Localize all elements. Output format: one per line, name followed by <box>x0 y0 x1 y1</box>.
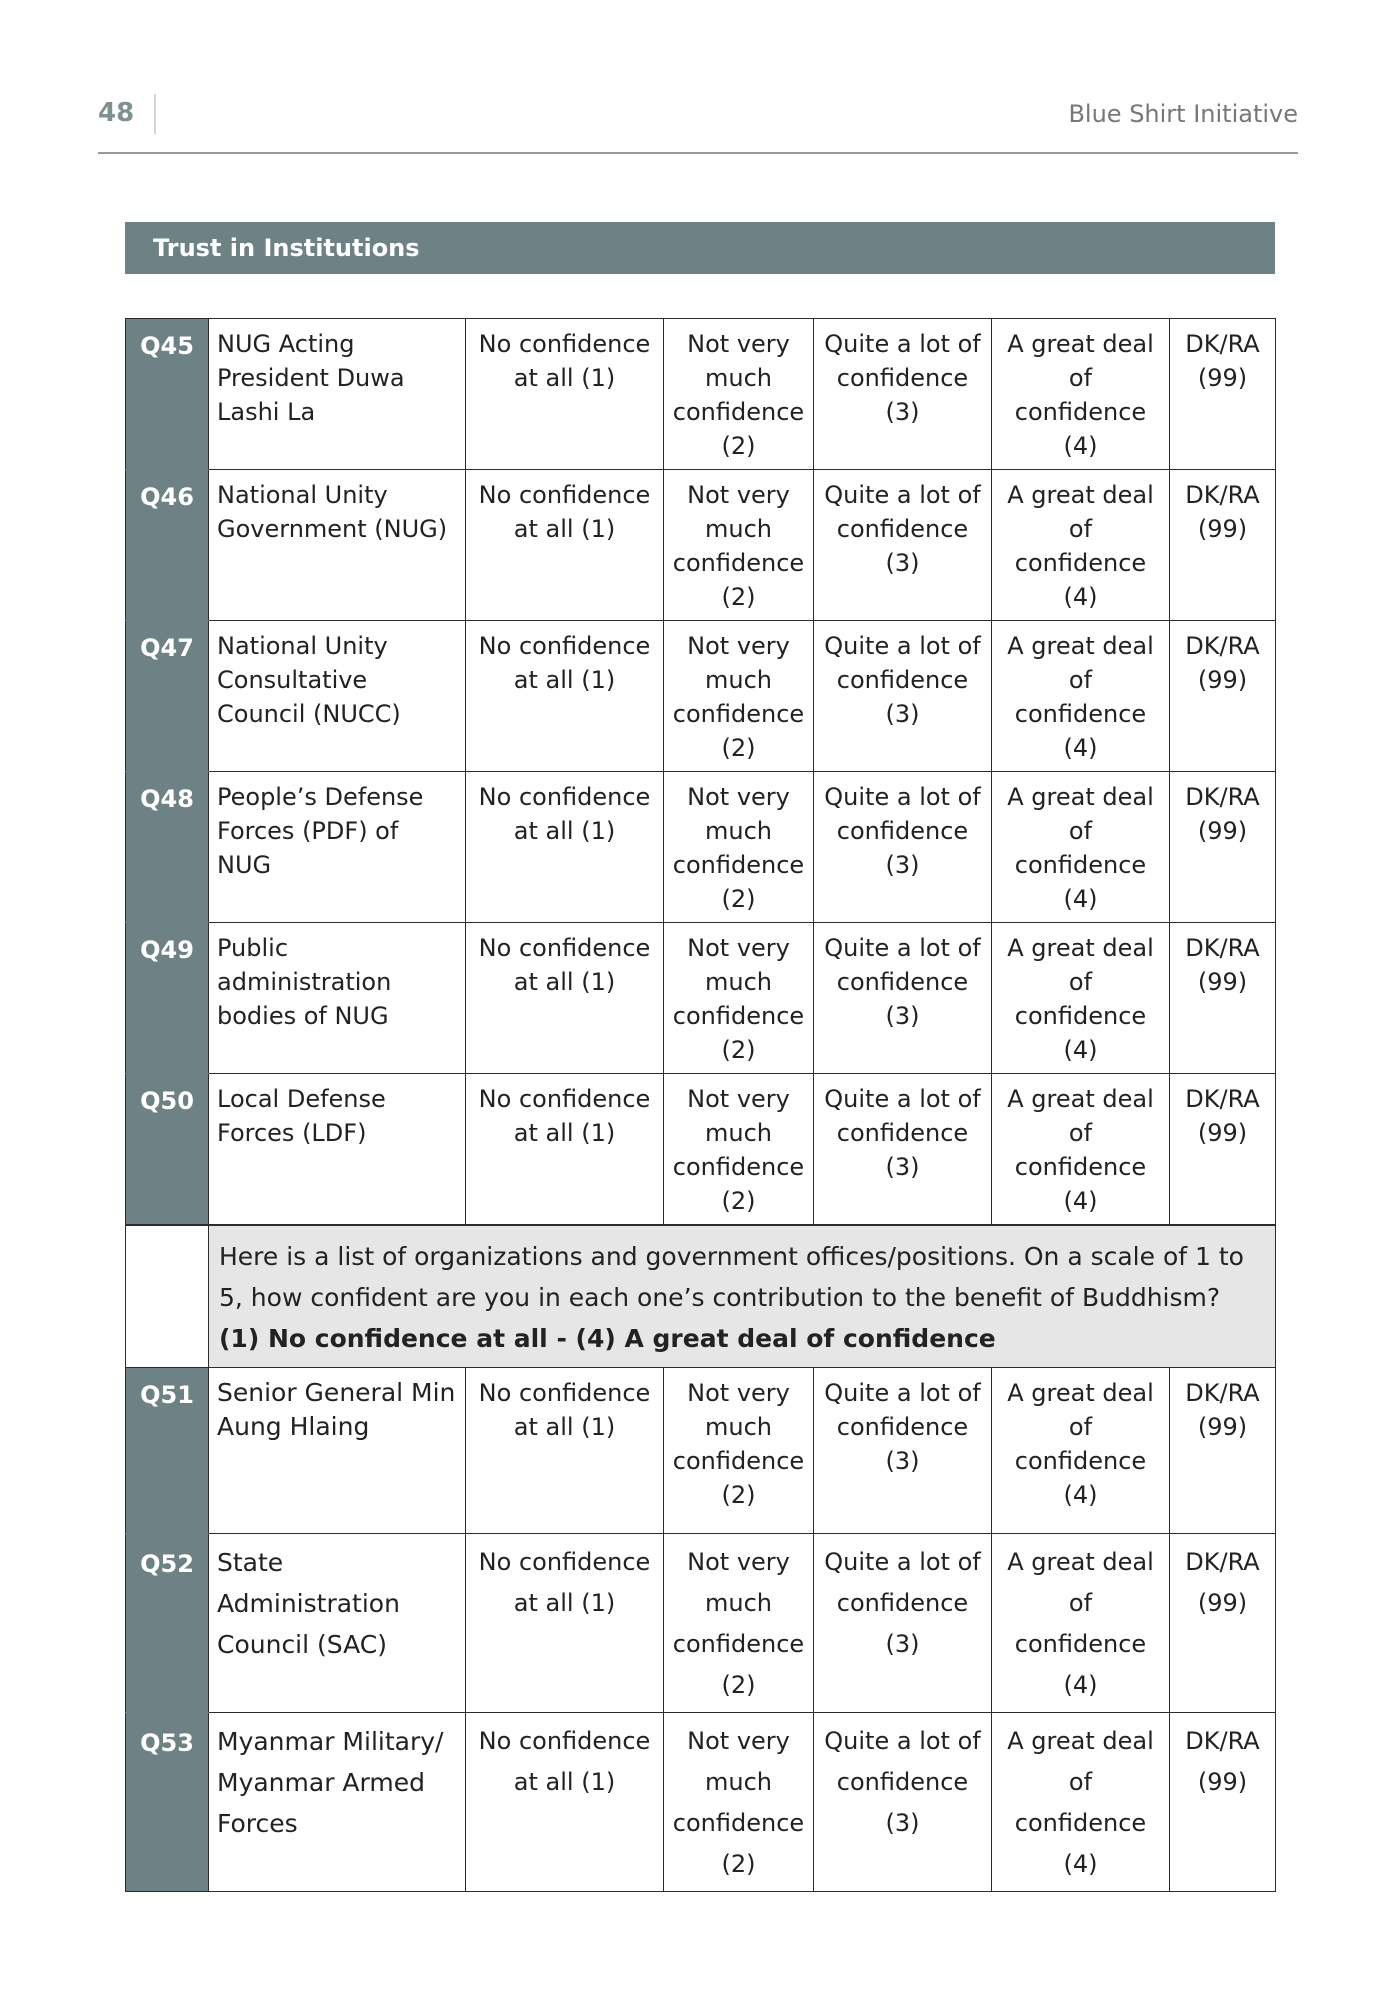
question-number: Q46 <box>126 470 209 621</box>
option-4: A great deal of confidence (4) <box>992 1534 1170 1713</box>
question-number: Q48 <box>126 772 209 923</box>
table-row <box>126 923 1276 1074</box>
table-row <box>126 319 1276 470</box>
option-4: A great deal of confidence (4) <box>992 923 1170 1074</box>
option-2: Not very much confidence (2) <box>664 319 814 470</box>
option-4: A great deal of confidence (4) <box>992 319 1170 470</box>
option-3: Quite a lot of confidence (3) <box>814 1713 992 1892</box>
option-2: Not very much confidence (2) <box>664 1368 814 1534</box>
question-number: Q51 <box>126 1368 209 1534</box>
option-99: DK/RA (99) <box>1170 1074 1276 1225</box>
intro-row <box>126 1226 1276 1368</box>
question-item: NUG Acting President Duwa Lashi La <box>209 319 466 470</box>
option-99: DK/RA (99) <box>1170 1368 1276 1534</box>
option-1: No confidence at all (1) <box>466 1534 664 1713</box>
question-number: Q47 <box>126 621 209 772</box>
option-99: DK/RA (99) <box>1170 772 1276 923</box>
question-item: Public administration bodies of NUG <box>209 923 466 1074</box>
table-row <box>126 470 1276 621</box>
question-number: Q45 <box>126 319 209 470</box>
intro-blank-cell <box>126 1226 209 1368</box>
header-title: Blue Shirt Initiative <box>1068 100 1298 128</box>
option-3: Quite a lot of confidence (3) <box>814 772 992 923</box>
option-3: Quite a lot of confidence (3) <box>814 470 992 621</box>
option-3: Quite a lot of confidence (3) <box>814 1534 992 1713</box>
option-4: A great deal of confidence (4) <box>992 772 1170 923</box>
option-2: Not very much confidence (2) <box>664 772 814 923</box>
option-1: No confidence at all (1) <box>466 621 664 772</box>
section-title-bar <box>125 222 1275 274</box>
option-3: Quite a lot of confidence (3) <box>814 1368 992 1534</box>
option-3: Quite a lot of confidence (3) <box>814 923 992 1074</box>
option-4: A great deal of confidence (4) <box>992 470 1170 621</box>
question-item: State Administration Council (SAC) <box>209 1534 466 1713</box>
section-title: Trust in Institutions <box>153 234 420 262</box>
option-2: Not very much confidence (2) <box>664 470 814 621</box>
question-item: Senior General Min Aung Hlaing <box>209 1368 466 1534</box>
option-2: Not very much confidence (2) <box>664 1713 814 1892</box>
intro-cell <box>209 1226 1276 1368</box>
question-number: Q53 <box>126 1713 209 1892</box>
page-number: 48 <box>98 98 135 128</box>
option-1: No confidence at all (1) <box>466 319 664 470</box>
option-1: No confidence at all (1) <box>466 1368 664 1534</box>
question-item: National Unity Consultative Council (NUCC) <box>209 621 466 772</box>
trust-table <box>125 318 1276 1225</box>
question-item: National Unity Government (NUG) <box>209 470 466 621</box>
table-row <box>126 1534 1276 1713</box>
table-row <box>126 621 1276 772</box>
option-1: No confidence at all (1) <box>466 772 664 923</box>
option-4: A great deal of confidence (4) <box>992 621 1170 772</box>
option-99: DK/RA (99) <box>1170 1713 1276 1892</box>
question-item: Local Defense Forces (LDF) <box>209 1074 466 1225</box>
question-number: Q49 <box>126 923 209 1074</box>
option-4: A great deal of confidence (4) <box>992 1074 1170 1225</box>
table-row <box>126 772 1276 923</box>
question-item: People’s Defense Forces (PDF) of NUG <box>209 772 466 923</box>
option-2: Not very much confidence (2) <box>664 621 814 772</box>
option-1: No confidence at all (1) <box>466 1074 664 1225</box>
option-1: No confidence at all (1) <box>466 1713 664 1892</box>
page-header <box>98 92 1298 154</box>
option-99: DK/RA (99) <box>1170 923 1276 1074</box>
option-99: DK/RA (99) <box>1170 621 1276 772</box>
header-divider <box>154 94 156 134</box>
option-3: Quite a lot of confidence (3) <box>814 319 992 470</box>
option-1: No confidence at all (1) <box>466 470 664 621</box>
question-item: Myanmar Military/ Myanmar Armed Forces <box>209 1713 466 1892</box>
table-row <box>126 1713 1276 1892</box>
option-1: No confidence at all (1) <box>466 923 664 1074</box>
intro-scale: (1) No confidence at all - (4) A great deal of confidence <box>219 1324 996 1353</box>
option-3: Quite a lot of confidence (3) <box>814 621 992 772</box>
table-row <box>126 1074 1276 1225</box>
option-99: DK/RA (99) <box>1170 319 1276 470</box>
option-4: A great deal of confidence (4) <box>992 1713 1170 1892</box>
question-number: Q50 <box>126 1074 209 1225</box>
option-4: A great deal of confidence (4) <box>992 1368 1170 1534</box>
question-number: Q52 <box>126 1534 209 1713</box>
option-2: Not very much confidence (2) <box>664 1534 814 1713</box>
option-2: Not very much confidence (2) <box>664 1074 814 1225</box>
option-2: Not very much confidence (2) <box>664 923 814 1074</box>
option-3: Quite a lot of confidence (3) <box>814 1074 992 1225</box>
option-99: DK/RA (99) <box>1170 1534 1276 1713</box>
intro-text: Here is a list of organizations and government offices/positions. On a scale of 1 to 5, how confident are you in each one’s contribution to the benefit of Buddhism? <box>219 1242 1244 1312</box>
buddhism-contribution-table <box>125 1225 1276 1892</box>
table-row <box>126 1368 1276 1534</box>
option-99: DK/RA (99) <box>1170 470 1276 621</box>
